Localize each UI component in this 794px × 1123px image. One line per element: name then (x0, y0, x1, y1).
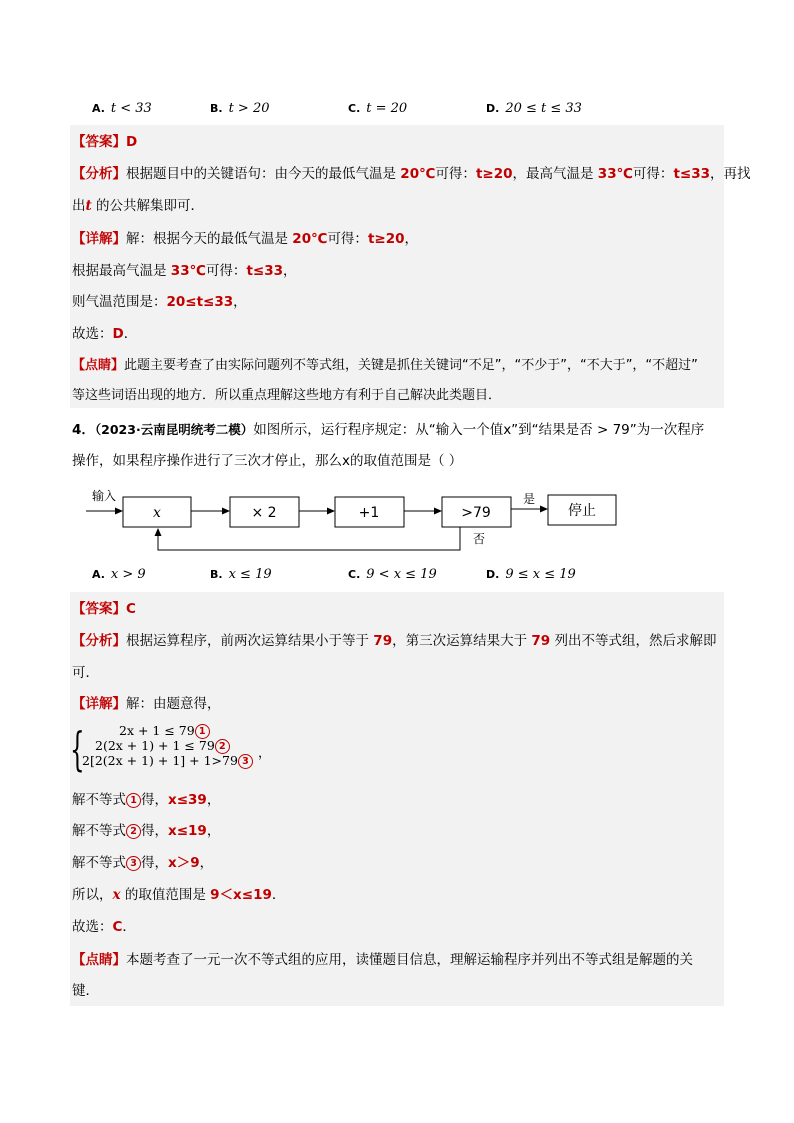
flow-no-label: 否 (473, 532, 486, 546)
q3-comment-line1: 【点睛】此题主要考查了由实际问题列不等式组，关键是抓住关键词“不足”，“不少于”，“不大于”，“不超过” (72, 358, 698, 373)
q3-detail-line2: 根据最高气温是 33℃可得：t≤33， (72, 263, 297, 279)
flow-box-times2-label: × 2 (251, 505, 277, 521)
q4-range-line: 所以，x 的取值范围是 9＜x≤19． (72, 887, 286, 903)
q4-answer: 【答案】C (72, 601, 136, 617)
q3-answer: 【答案】D (72, 134, 138, 150)
q3-option-a[interactable]: A. t < 33 (92, 101, 152, 116)
q3-comment-line2: 等这些词语出现的地方．所以重点理解这些地方有利于自己解决此类题目． (72, 388, 502, 403)
q4-inequality-system (82, 724, 253, 769)
q3-analysis-line1: 【分析】根据题目中的关键语句：由今天的最低气温是 20℃可得：t≥20，最高气温是 33℃可得：t≤33，再找 (72, 166, 751, 182)
flow-box-compare-label: >79 (461, 505, 491, 521)
q3-option-b[interactable]: B. t > 20 (210, 101, 270, 116)
q4-options (92, 567, 732, 589)
q4-option-b[interactable]: B. x ≤ 19 (210, 567, 272, 582)
q4-option-c[interactable]: C. 9 < x ≤ 19 (348, 567, 437, 582)
flow-input-label: 输入 (92, 489, 117, 503)
q4-eq3: 2[2(2x + 1) + 1] + 1>79 3 (82, 754, 253, 769)
flow-box-x-label: x (153, 505, 161, 521)
q4-stem-line2: 操作，如果程序操作进行了三次才停止，那么x的取值范围是（ ） (72, 453, 463, 469)
q4-solve-line3: 解不等式 3 得，x＞9， (72, 855, 214, 871)
q4-system-comma: ， (258, 746, 272, 761)
q3-option-d[interactable]: D. 20 ≤ t ≤ 33 (486, 101, 582, 116)
q4-eq1: 2x + 1 ≤ 79 1 (82, 724, 253, 739)
q4-choose-line: 故选：C． (72, 919, 136, 935)
q4-stem-line1: 4．（2023·云南昆明统考二模）如图所示，运行程序规定：从“输入一个值x”到“结果是否 > 79”为一次程序 (72, 422, 705, 438)
q4-solve-line1: 解不等式 1 得，x≤39， (72, 792, 221, 808)
q3-option-c[interactable]: C. t = 20 (348, 101, 408, 116)
flow-box-plus1-label: +1 (358, 505, 380, 521)
q3-detail-line1: 【详解】解：根据今天的最低气温是 20℃可得：t≥20， (72, 231, 418, 247)
q4-analysis-line1: 【分析】根据运算程序，前两次运算结果小于等于 79，第三次运算结果大于 79 列出不等式组，然后求解即 (72, 633, 717, 649)
q4-option-a[interactable]: A. x > 9 (92, 567, 146, 582)
flow-yes-label: 是 (523, 492, 536, 506)
q4-system-brace: { (70, 722, 85, 776)
q4-comment-line2: 键． (72, 983, 99, 999)
q3-detail-line3: 则气温范围是：20≤t≤33， (72, 294, 247, 310)
q3-detail-line4: 故选：D． (72, 326, 138, 342)
q4-solve-line2: 解不等式 2 得，x≤19， (72, 823, 221, 839)
q3-analysis-line2: 出t 的公共解集即可． (72, 198, 205, 214)
q4-eq2: 2(2x + 1) + 1 ≤ 79 2 (82, 739, 253, 754)
q3-options (92, 101, 732, 123)
q4-analysis-line2: 可． (72, 665, 99, 681)
q4-flowchart (80, 487, 625, 553)
flow-arrow-loop (158, 527, 460, 550)
flow-box-stop-label: 停止 (568, 503, 596, 519)
q4-detail-line1: 【详解】解：由题意得， (72, 696, 221, 712)
q4-comment-line1: 【点睛】本题考查了一元一次不等式组的应用，读懂题目信息，理解运输程序并列出不等式组是解题的关 (72, 952, 693, 968)
q4-option-d[interactable]: D. 9 ≤ x ≤ 19 (486, 567, 576, 582)
